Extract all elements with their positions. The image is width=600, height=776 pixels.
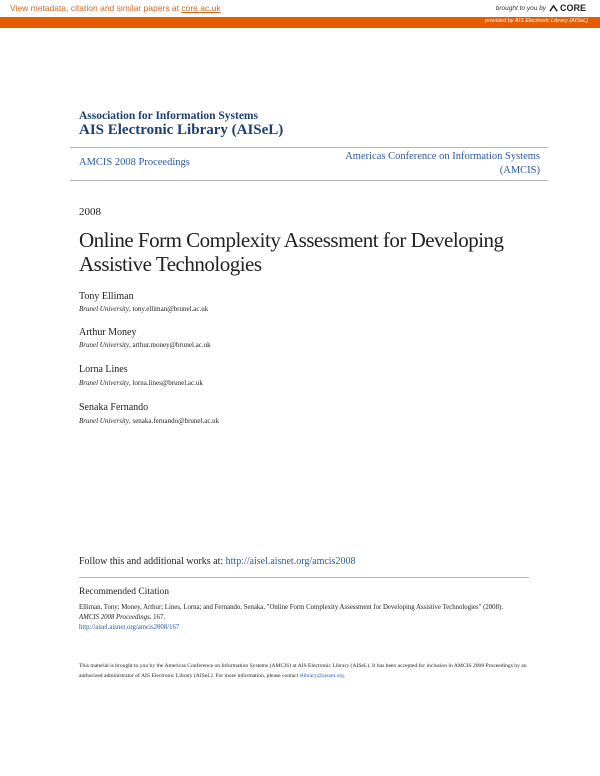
paper-year: 2008	[79, 206, 101, 218]
notice-end: .	[343, 673, 346, 679]
core-link[interactable]: core.ac.uk	[181, 3, 221, 13]
core-banner	[0, 0, 600, 28]
citation-divider	[79, 577, 529, 578]
citation-proceedings: AMCIS 2008 Proceedings	[79, 614, 150, 621]
author-affiliation	[79, 417, 219, 425]
affiliation-name: Brunel University	[79, 417, 129, 425]
conference-line-2: (AMCIS)	[499, 165, 540, 176]
core-logo[interactable]	[549, 3, 586, 13]
affiliation-name: Brunel University	[79, 305, 129, 313]
author-name: Tony Elliman	[79, 291, 134, 302]
core-logo-text: CORE	[559, 3, 586, 13]
notice-text: This material is brought to you by the Americas Conference on Information Systems (AMCIS) at AIS Electronic Library (AISeL). It has been accepted for inclusion in AMCIS 2008 Proceedings by an authorized administrator of AIS Electronic Library (AISeL). For more information, please contact	[79, 663, 527, 679]
author-name: Arthur Money	[79, 327, 137, 338]
author-name: Lorna Lines	[79, 364, 128, 375]
citation-text: Elliman, Tony; Money, Arthur; Lines, Lorna; and Fernando, Senaka, "Online Form Complexity Assessment for Developing Assistive Technologies" (2008).	[79, 604, 503, 611]
core-top-strip	[0, 0, 600, 17]
recommended-citation	[79, 603, 519, 633]
paper-title: Online Form Complexity Assessment for Developing Assistive Technologies	[79, 228, 504, 276]
author-affiliation	[79, 341, 211, 349]
core-logo-icon	[549, 4, 558, 13]
proceedings-link[interactable]: AMCIS 2008 Proceedings	[79, 157, 190, 168]
core-metadata-prefix: View metadata, citation and similar papers at	[10, 3, 182, 13]
conference-line-1: Americas Conference on Information Systems	[345, 151, 540, 162]
affiliation-name: Brunel University	[79, 379, 129, 387]
brought-label: brought to you by	[495, 4, 546, 12]
author-affiliation	[79, 379, 203, 387]
repository-notice	[79, 661, 529, 681]
author-email: , tony.elliman@brunel.ac.uk	[128, 305, 209, 313]
follow-line	[79, 556, 355, 567]
author-email: , senaka.fernando@brunel.ac.uk	[128, 417, 220, 425]
brought-to-you	[496, 3, 586, 13]
core-metadata-text	[10, 3, 221, 13]
header-divider-top	[70, 147, 548, 148]
recommended-citation-heading: Recommended Citation	[79, 587, 169, 597]
header-divider-bottom	[70, 180, 548, 181]
affiliation-name: Brunel University	[79, 341, 129, 349]
author-email: , lorna.lines@brunel.ac.uk	[128, 379, 203, 387]
library-name[interactable]: AIS Electronic Library (AISeL)	[79, 122, 284, 138]
organization-name[interactable]: Association for Information Systems	[79, 110, 258, 122]
citation-link[interactable]: http://aisel.aisnet.org/amcis2008/167	[79, 624, 180, 631]
core-provided-strip	[0, 17, 600, 28]
citation-number: . 167.	[149, 614, 166, 621]
contact-email-link[interactable]: elibrary@aisnet.org	[299, 673, 344, 679]
author-email: , arthur.money@brunel.ac.uk	[128, 341, 211, 349]
conference-link[interactable]	[280, 150, 540, 178]
author-affiliation	[79, 305, 208, 313]
follow-text: Follow this and additional works at:	[79, 556, 226, 567]
provided-by-text: provided by AIS Electronic Library (AISeL)	[485, 18, 588, 24]
follow-link[interactable]: http://aisel.aisnet.org/amcis2008	[225, 556, 356, 567]
author-name: Senaka Fernando	[79, 402, 149, 413]
